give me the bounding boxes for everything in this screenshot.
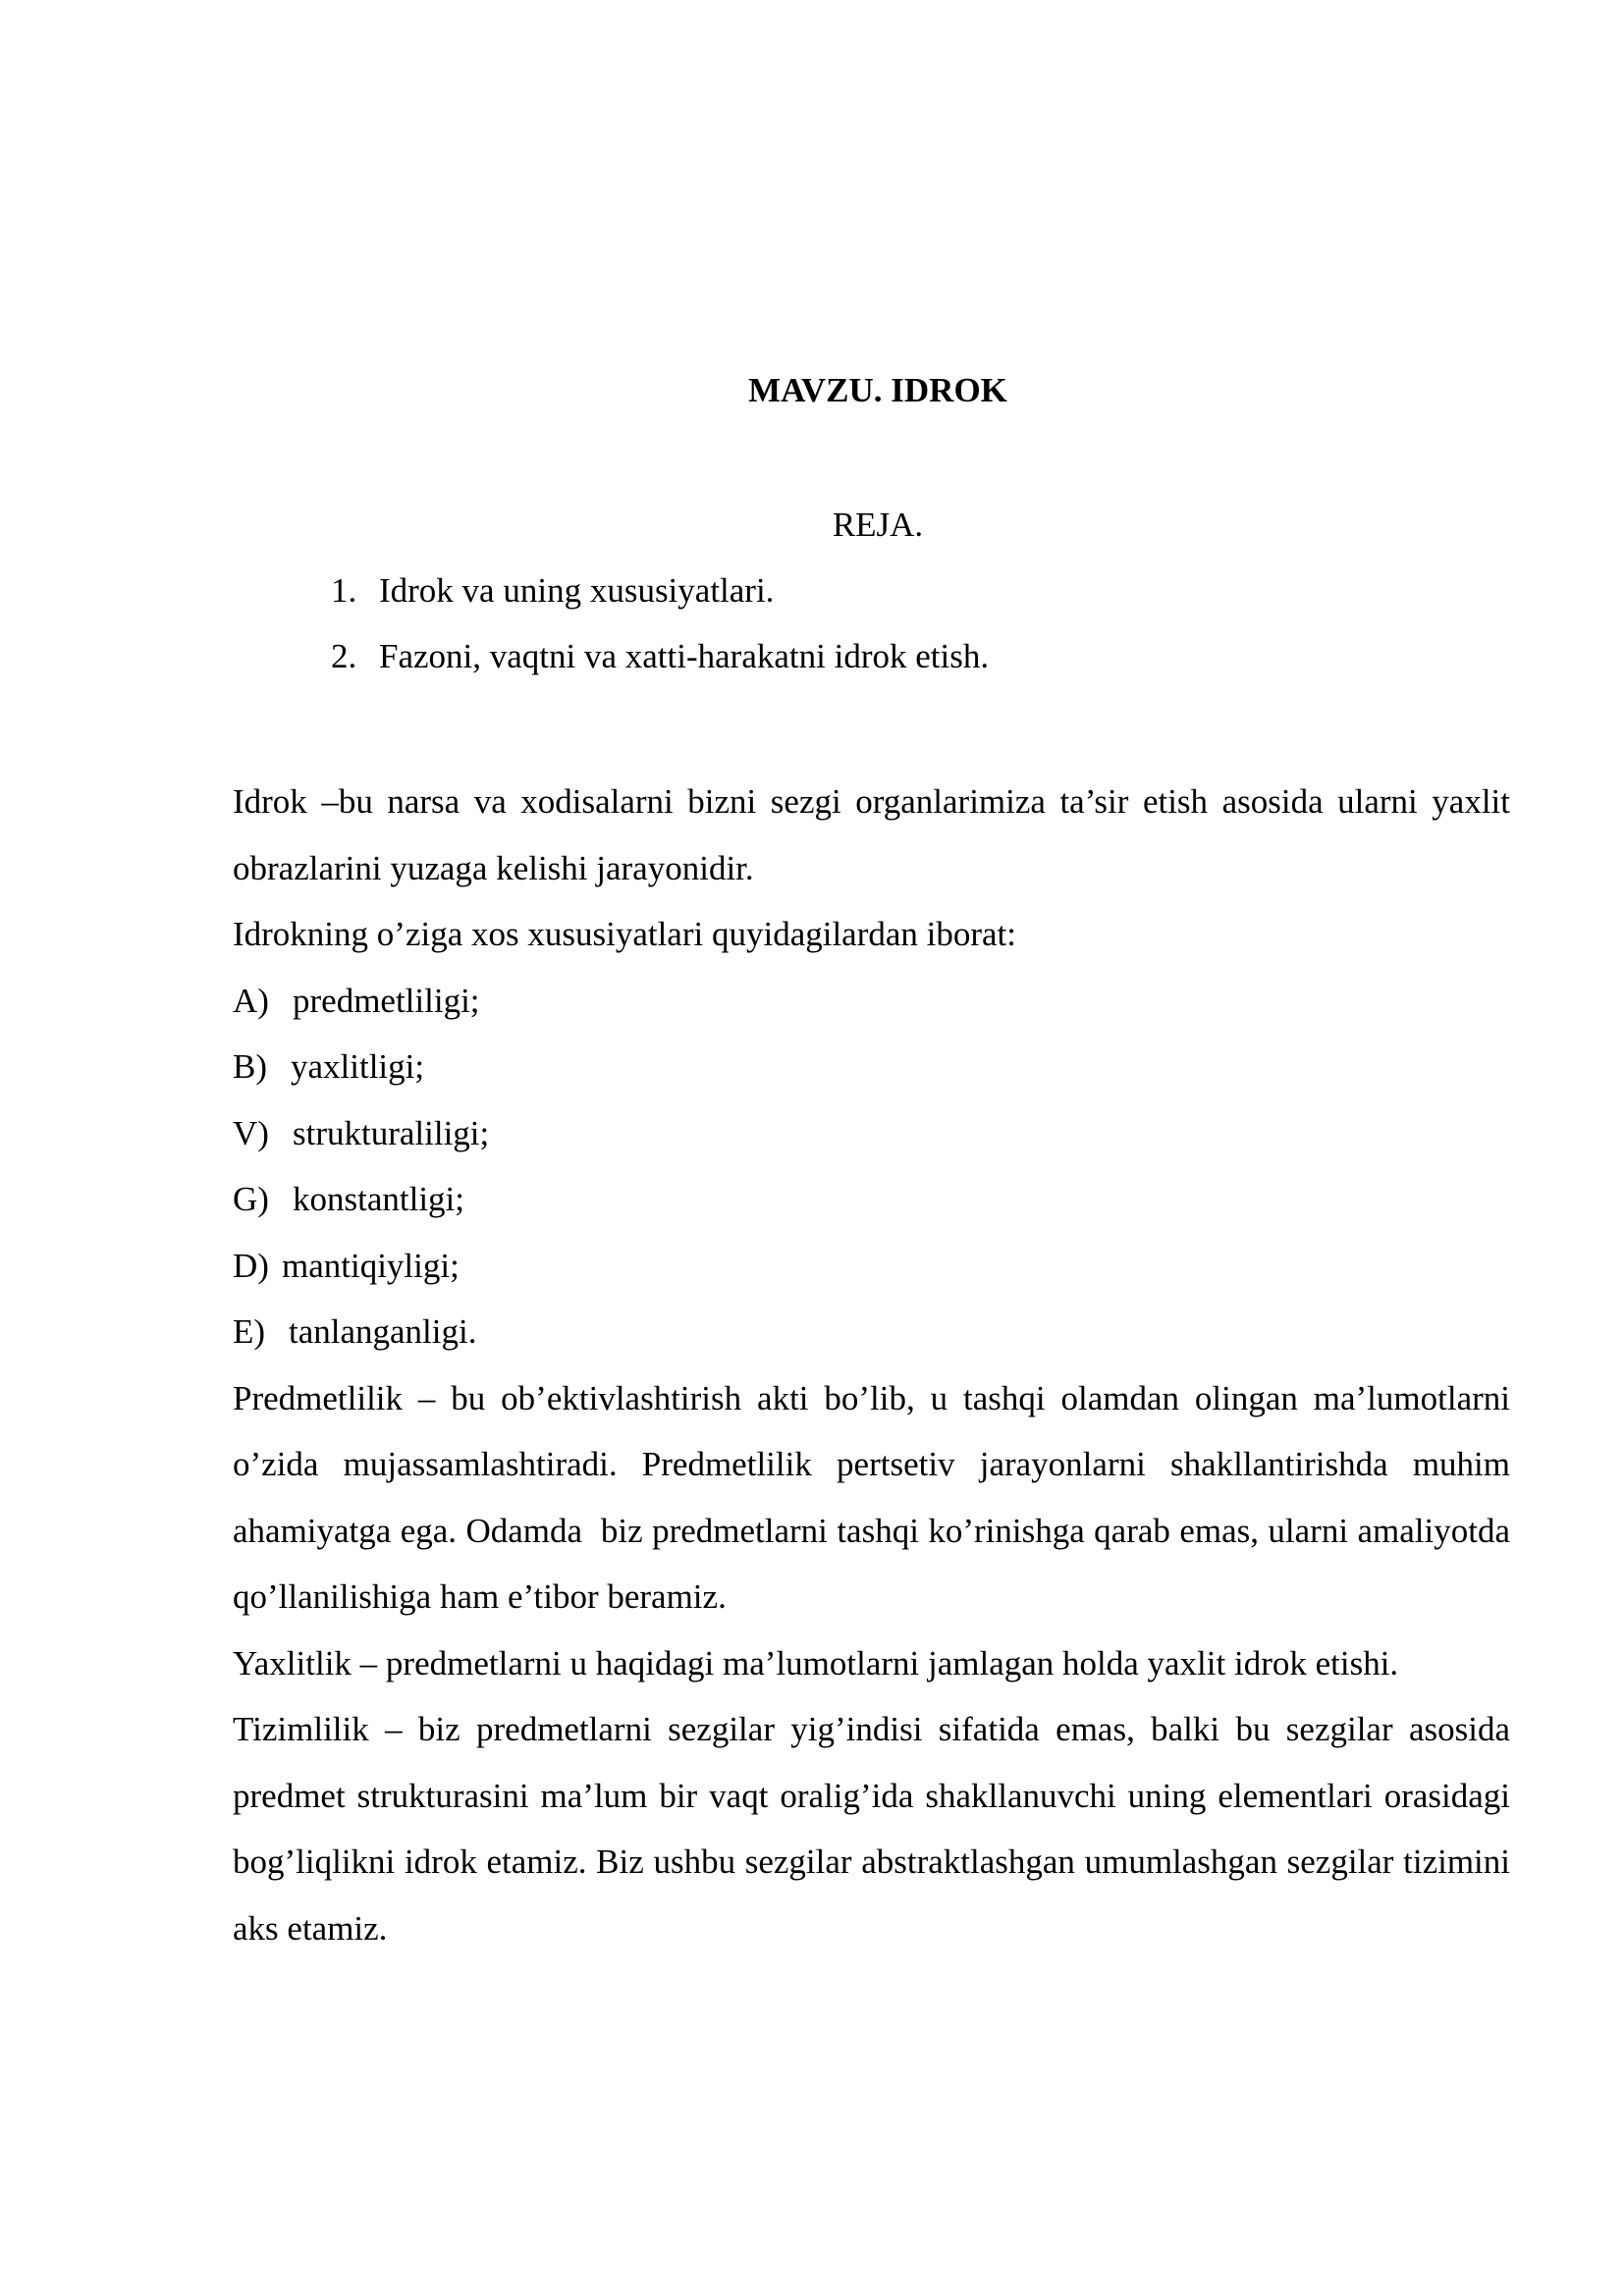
feature-text: tanlanganligi. (289, 1312, 477, 1351)
page-title: MAVZU. IDROK (748, 371, 1007, 409)
feature-letter: D) (233, 1246, 269, 1285)
plan-item (331, 569, 989, 635)
feature-item (233, 1166, 1510, 1233)
plan-item-number: 2. (331, 637, 357, 675)
feature-letter: A) (233, 981, 269, 1020)
features-intro: Idrokning o’ziga xos xususiyatlari quyidagilardan iborat: (233, 915, 1017, 953)
plan-item-text: Idrok va uning xususiyatlari. (379, 571, 775, 610)
feature-text: konstantligi; (293, 1180, 464, 1218)
feature-text: mantiqiyligi; (282, 1246, 460, 1285)
plan-item-text: Fazoni, vaqtni va xatti-harakatni idrok etish. (379, 637, 990, 675)
plan-item-number: 1. (331, 571, 357, 610)
feature-letter: B) (233, 1047, 267, 1086)
feature-item (233, 1100, 1510, 1167)
plan-list (331, 569, 989, 701)
tizimlilik-paragraph: Tizimlilik – biz predmetlarni sezgilar yig’indisi sifatida emas, balki bu sezgilar asosida predmet strukturasini ma’lum bir vaqt oralig’ida shakllanuvchi uning elementlari orasidagi bog’liqlikni idrok etamiz. Biz ushbu sezgilar abstraktlashgan umumlashgan sezgilar tizimini aks etamiz. (233, 1710, 1510, 1948)
plan-item (331, 635, 989, 701)
feature-letter: V) (233, 1113, 269, 1152)
yaxlitlik-paragraph: Yaxlitlik – predmetlarni u haqidagi ma’lumotlarni jamlagan holda yaxlit idrok etishi. (233, 1643, 1399, 1682)
feature-item (233, 968, 1510, 1035)
feature-item (233, 1233, 1510, 1300)
feature-text: strukturaliligi; (293, 1113, 490, 1152)
feature-letter: G) (233, 1180, 269, 1218)
predmetlilik-paragraph: Predmetlilik – bu ob’ektivlashtirish akti bo’lib, u tashqi olamdan olingan ma’lumotlarni o’zida mujassamlashtiradi. Predmetlilik pertsetiv jarayonlarni shakllantirishda muhim ahamiyatga ega. Odamda biz predmetlarni tashqi ko’rinishga qarab emas, ularni amaliyotda qo’llanilishiga ham e’tibor beramiz. (233, 1378, 1519, 1616)
feature-item (233, 1034, 1510, 1100)
feature-letter: E) (233, 1312, 266, 1351)
feature-text: yaxlitligi; (291, 1047, 425, 1086)
feature-item (233, 1299, 1510, 1365)
definition-paragraph: Idrok –bu narsa va xodisalarni bizni sezgi organlarimiza ta’sir etish asosida ularni yaxlit obrazlarini yuzaga kelishi jarayonidir. (233, 782, 1510, 887)
body-text (233, 769, 1519, 1961)
plan-heading: REJA. (832, 506, 924, 544)
feature-text: predmetliligi; (293, 981, 480, 1020)
